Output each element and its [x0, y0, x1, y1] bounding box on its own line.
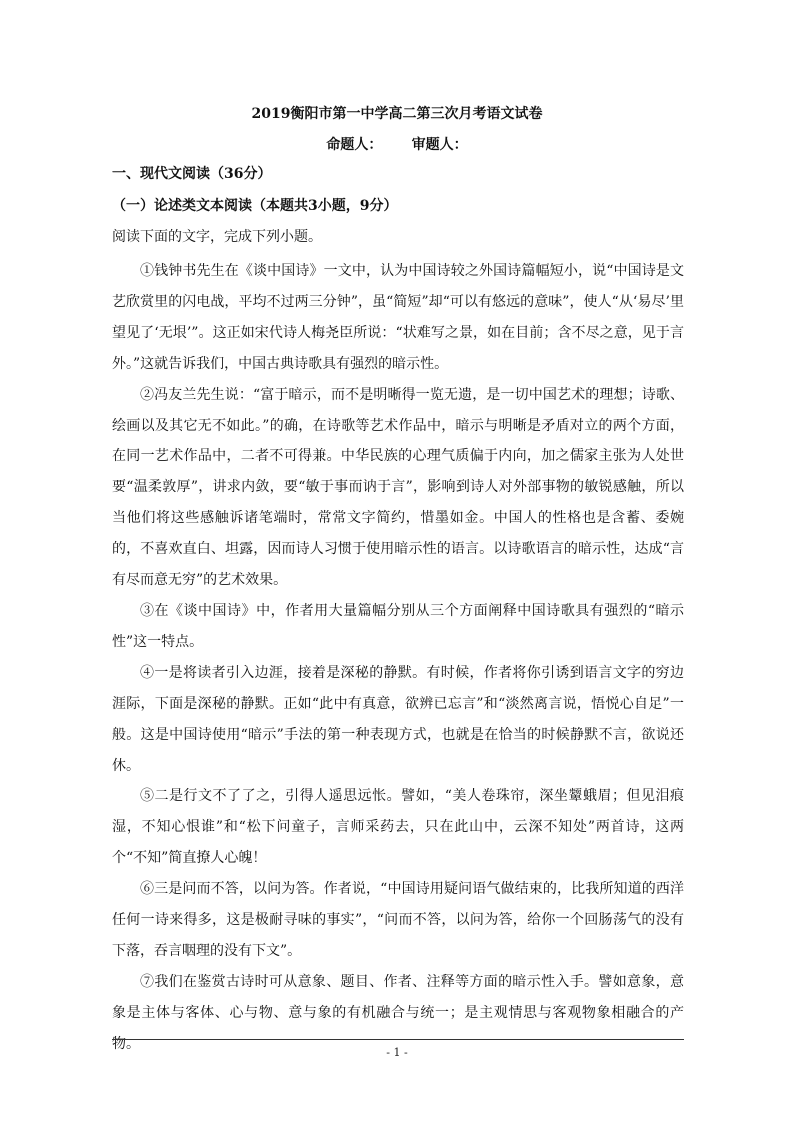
exam-title: 2019衡阳市第一中学高二第三次月考语文试卷 [251, 106, 543, 122]
paragraph-6: ⑥三是问而不答，以问为答。作者说，“中国诗用疑问语气做结束的，比我所知道的西洋任何一诗来得多，这是极耐寻味的事实”，“问而不答，以问为答，给你一个回肠荡气的没有下落，吞言咽理的没有下文”。 [112, 881, 684, 959]
paragraph-1: ①钱钟书先生在《谈中国诗》一文中，认为中国诗较之外国诗篇幅短小，说“中国诗是文艺欣赏里的闪电战，平均不过两三分钟”，虽“简短”却“可以有悠远的意味”，使人“从‘易尽’里望见了‘无垠’”。这正如宋代诗人梅尧臣所说：“状难写之景，如在目前；含不尽之意，见于言外。”这就告诉我们，中国古典诗歌具有强烈的暗示性。 [112, 263, 684, 372]
paragraph-5: ⑤二是行文不了了之，引得人遥思远怅。譬如，“美人卷珠帘，深坐颦蛾眉；但见泪痕湿，不知心恨谁”和“松下问童子，言师采药去，只在此山中，云深不知处”两首诗，这两个“不知”简直撩人心魄！ [112, 788, 684, 867]
reading-instruction: 阅读下面的文字，完成下列小题。 [112, 229, 322, 245]
paragraph-4: ④一是将读者引入边涯，接着是深秘的静默。有时候，作者将你引诱到语言文字的穷边涯际，下面是深秘的静默。正如“此中有真意，欲辨已忘言”和“淡然离言说，悟悦心自足”一般。这是中国诗使用“暗示”手法的第一种表现方式，也就是在恰当的时候静默不言，欲说还休。 [112, 664, 684, 774]
paragraph-2: ②冯友兰先生说：“富于暗示，而不是明晰得一览无遗，是一切中国艺术的理想；诗歌、绘画以及其它无不如此。”的确，在诗歌等艺术作品中，暗示与明晰是矛盾对立的两个方面，在同一艺术作品中，二者不可得兼。中华民族的心理气质偏于内向，加之儒家主张为人处世要“温柔敦厚”，讲求内敛，要“敏于事而讷于言”，影响到诗人对外部事物的敏锐感触，所以当他们将这些感触诉诸笔端时，常常文字简约，惜墨如金。中国人的性格也是含蓄、委婉的，不喜欢直白、坦露，因而诗人习惯于使用暗示性的语言。以诗歌语言的暗示性，达成“言有尽而意无穷”的艺术效果。 [112, 386, 684, 589]
section-heading: 一、现代文阅读（36分） [112, 166, 272, 182]
footer-divider [112, 1039, 684, 1040]
passage-body [112, 256, 684, 1060]
subsection-heading: （一）论述类文本阅读（本题共3小题，9分） [112, 198, 398, 214]
page-number: - 1 - [386, 1046, 408, 1059]
paragraph-3: ③在《谈中国诗》中，作者用大量篇幅分别从三个方面阐释中国诗歌具有强烈的“暗示性”这一特点。 [112, 602, 684, 650]
authors-line: 命题人： 审题人： [326, 137, 468, 153]
paragraph-7: ⑦我们在鉴赏古诗时可从意象、题目、作者、注释等方面的暗示性入手。譬如意象，意象是主体与客体、心与物、意与象的有机融合与统一；是主观情思与客观物象相融合的产物。 [112, 973, 684, 1052]
